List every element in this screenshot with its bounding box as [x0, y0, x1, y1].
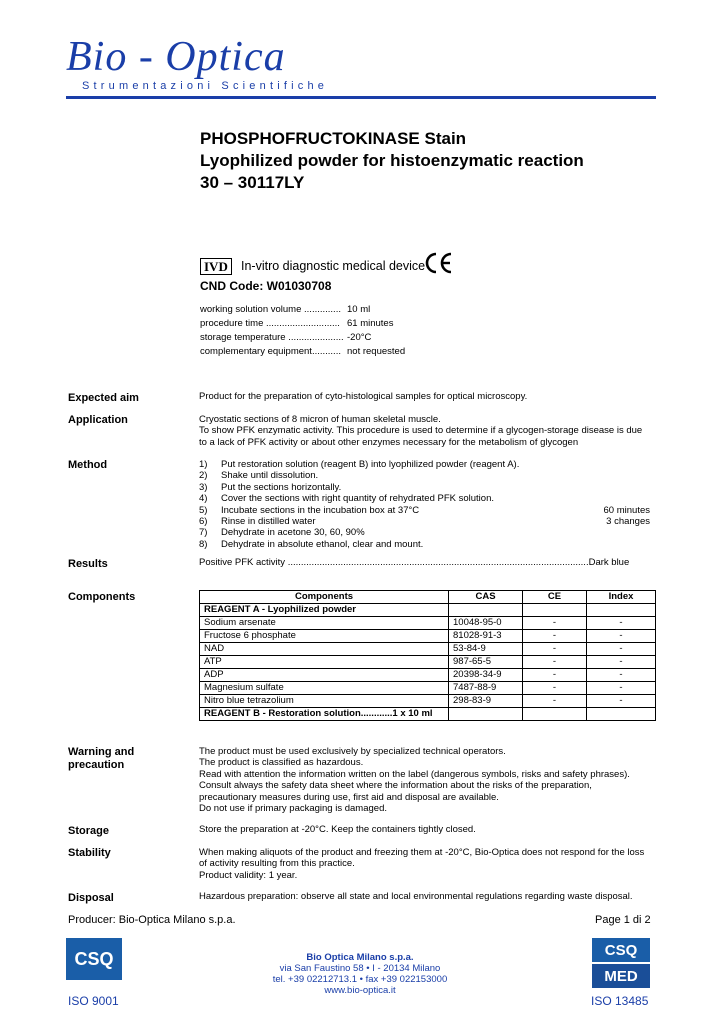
- spec-label: complementary equipment...........: [200, 346, 341, 357]
- table-cell: 81028-91-3: [449, 630, 523, 643]
- table-cell: ADP: [200, 669, 449, 682]
- step-number: 8): [199, 538, 208, 550]
- table-cell: 987-65-5: [449, 656, 523, 669]
- stability-text: [199, 847, 669, 881]
- warning-line: Read with attention the information written on the label (dangerous symbols, risks and safety phrases).: [199, 768, 630, 780]
- spec-label: procedure time ............................: [200, 318, 340, 329]
- step-number: 7): [199, 527, 208, 539]
- table-cell: -: [523, 630, 587, 643]
- ivd-badge: IVD: [200, 258, 232, 275]
- table-row: [200, 617, 656, 630]
- spec-row: [200, 304, 371, 315]
- section-label-disposal: Disposal: [68, 892, 114, 904]
- expected-aim-text: Product for the preparation of cyto-histological samples for optical microscopy.: [199, 391, 528, 402]
- table-cell: [523, 604, 587, 617]
- iso-13485-label: ISO 13485: [591, 994, 649, 1008]
- table-cell: -: [587, 630, 656, 643]
- spec-value: 61 minutes: [347, 318, 394, 329]
- step-duration: 60 minutes: [603, 504, 650, 516]
- step-text: Dehydrate in acetone 30, 60, 90%: [221, 527, 365, 539]
- document-title-line1: PHOSPHOFRUCTOKINASE Stain: [200, 129, 467, 148]
- footer-phone: tel. +39 02212713.1 • fax +39 022153000: [272, 974, 448, 985]
- footer-address: via San Faustino 58 • I - 20134 Milano: [279, 963, 441, 974]
- warning-label-line: Warning and: [68, 746, 135, 758]
- column-header: Index: [587, 591, 656, 604]
- step-text: Cover the sections with right quantity of rehydrated PFK solution.: [221, 493, 494, 505]
- table-cell: [587, 604, 656, 617]
- ce-mark-icon: [424, 251, 454, 275]
- section-label-method: Method: [68, 459, 108, 471]
- method-step: [199, 482, 655, 493]
- csq-certification-logo: CSQ: [66, 938, 122, 980]
- table-cell: Nitro blue tetrazolium: [200, 695, 449, 708]
- spec-value: 10 ml: [347, 304, 371, 315]
- step-text: Dehydrate in absolute ethanol, clear and mount.: [221, 538, 424, 550]
- step-number: 2): [199, 470, 208, 482]
- warning-line: The product must be used exclusively by specialized technical operators.: [199, 746, 506, 757]
- document-title-line2: Lyophilized powder for histoenzymatic reaction: [200, 151, 584, 170]
- table-cell: Fructose 6 phosphate: [200, 630, 449, 643]
- warning-line: Do not use if primary packaging is damaged.: [199, 803, 387, 815]
- reagent-a-heading: REAGENT A - Lyophilized powder: [200, 604, 449, 617]
- table-row: [200, 656, 656, 669]
- table-cell: -: [523, 669, 587, 682]
- step-text: Put restoration solution (reagent B) into lyophilized powder (reagent A).: [221, 459, 520, 470]
- section-label-stability: Stability: [68, 847, 111, 859]
- step-number: 3): [199, 481, 208, 493]
- reagent-b-heading: REAGENT B - Restoration solution............1 x 10 ml: [200, 708, 449, 721]
- components-table: [199, 590, 656, 721]
- spec-value: -20°C: [347, 332, 372, 343]
- table-row: [200, 643, 656, 656]
- med-badge-bottom: MED: [592, 964, 650, 988]
- table-cell: [449, 604, 523, 617]
- table-cell: [449, 708, 523, 721]
- section-label-warning: [68, 746, 134, 772]
- table-cell: [523, 708, 587, 721]
- column-header: Components: [200, 591, 449, 604]
- step-number: 6): [199, 515, 208, 527]
- table-cell: -: [587, 682, 656, 695]
- warning-line: Consult always the safety data sheet where the information about the risks of the preparation,: [199, 780, 592, 792]
- step-text: Rinse in distilled water: [221, 515, 316, 527]
- section-label-application: Application: [68, 414, 128, 426]
- step-number: 4): [199, 493, 208, 505]
- table-cell: -: [523, 656, 587, 669]
- step-duration: 3 changes: [606, 515, 650, 527]
- iso-9001-label: ISO 9001: [68, 994, 119, 1008]
- step-text: Incubate sections in the incubation box at 37°C: [221, 504, 420, 516]
- section-label-components: Components: [68, 591, 136, 603]
- spec-row: [200, 346, 406, 357]
- spec-value: not requested: [347, 346, 406, 357]
- spec-label: storage temperature .....................: [200, 332, 344, 343]
- method-step: [199, 493, 655, 504]
- logo-tagline: Strumentazioni Scientifiche: [82, 80, 329, 92]
- application-line: to a lack of PFK activity or about other enzymes necessary for the metabolism of glycogen: [199, 436, 579, 448]
- header-divider: [66, 96, 656, 99]
- method-step: [199, 527, 655, 538]
- table-cell: -: [587, 643, 656, 656]
- stability-line: Product validity: 1 year.: [199, 869, 298, 881]
- results-text: Positive PFK activity ..................................................................................................................Dark blue: [199, 557, 630, 568]
- page-number: Page 1 di 2: [595, 914, 651, 926]
- warning-text: [199, 746, 659, 814]
- spec-row: [200, 318, 394, 329]
- storage-text: Store the preparation at -20°C. Keep the containers tightly closed.: [199, 824, 476, 835]
- table-cell: NAD: [200, 643, 449, 656]
- table-header-row: [200, 591, 656, 604]
- section-label-storage: Storage: [68, 825, 109, 837]
- section-label-expected-aim: Expected aim: [68, 392, 139, 404]
- spec-label: working solution volume ..............: [200, 304, 341, 315]
- step-text: Put the sections horizontally.: [221, 481, 342, 493]
- table-cell: -: [587, 669, 656, 682]
- cnd-code: CND Code: W01030708: [200, 279, 332, 293]
- method-step: [199, 539, 655, 550]
- spec-row: [200, 332, 372, 343]
- method-step: [199, 470, 655, 481]
- ivd-description: In-vitro diagnostic medical device: [241, 259, 426, 273]
- table-row: [200, 682, 656, 695]
- table-cell: -: [587, 617, 656, 630]
- table-cell: -: [523, 682, 587, 695]
- method-step: [199, 459, 655, 470]
- disposal-text: Hazardous preparation: observe all state and local environmental regulations regarding waste disposal.: [199, 891, 633, 902]
- table-row: [200, 604, 656, 617]
- table-cell: Magnesium sulfate: [200, 682, 449, 695]
- table-cell: [587, 708, 656, 721]
- table-row: [200, 695, 656, 708]
- warning-line: precautionary measures during use, first aid and disposal are available.: [199, 791, 499, 803]
- table-cell: ATP: [200, 656, 449, 669]
- table-cell: -: [587, 656, 656, 669]
- warning-label-line: precaution: [68, 759, 125, 771]
- document-title-line3: 30 – 30117LY: [200, 173, 305, 192]
- table-row: [200, 669, 656, 682]
- column-header: CE: [523, 591, 587, 604]
- stability-line: When making aliquots of the product and freezing them at -20°C, Bio-Optica does not respond for the loss: [199, 847, 645, 858]
- table-cell: 20398-34-9: [449, 669, 523, 682]
- step-number: 5): [199, 504, 208, 516]
- table-cell: 53-84-9: [449, 643, 523, 656]
- table-cell: -: [523, 643, 587, 656]
- table-cell: -: [523, 695, 587, 708]
- method-steps: [199, 459, 655, 550]
- table-cell: -: [523, 617, 587, 630]
- stability-line: of activity resulting from this practice.: [199, 858, 355, 870]
- application-line: Cryostatic sections of 8 micron of human skeletal muscle.: [199, 414, 441, 425]
- table-row: [200, 630, 656, 643]
- column-header: CAS: [449, 591, 523, 604]
- method-step: [199, 516, 655, 527]
- table-cell: 7487-88-9: [449, 682, 523, 695]
- application-text: [199, 414, 669, 448]
- step-number: 1): [199, 459, 208, 470]
- step-text: Shake until dissolution.: [221, 470, 319, 482]
- section-label-results: Results: [68, 558, 108, 570]
- csq-badge-top: CSQ: [592, 938, 650, 962]
- application-line: To show PFK enzymatic activity. This procedure is used to determine if a glycogen-storage disease is due: [199, 425, 643, 437]
- csq-med-certification-logo: [592, 938, 650, 988]
- footer-company: Bio Optica Milano s.p.a.: [306, 952, 414, 963]
- table-cell: 10048-95-0: [449, 617, 523, 630]
- table-cell: -: [587, 695, 656, 708]
- table-cell: 298-83-9: [449, 695, 523, 708]
- footer-website: www.bio-optica.it: [324, 985, 396, 996]
- method-step: [199, 505, 655, 516]
- table-cell: Sodium arsenate: [200, 617, 449, 630]
- warning-line: The product is classified as hazardous.: [199, 757, 364, 769]
- table-row: [200, 708, 656, 721]
- producer-text: Producer: Bio-Optica Milano s.p.a.: [68, 914, 236, 926]
- logo-brand: Bio - Optica: [66, 34, 286, 80]
- company-logo: [66, 36, 328, 92]
